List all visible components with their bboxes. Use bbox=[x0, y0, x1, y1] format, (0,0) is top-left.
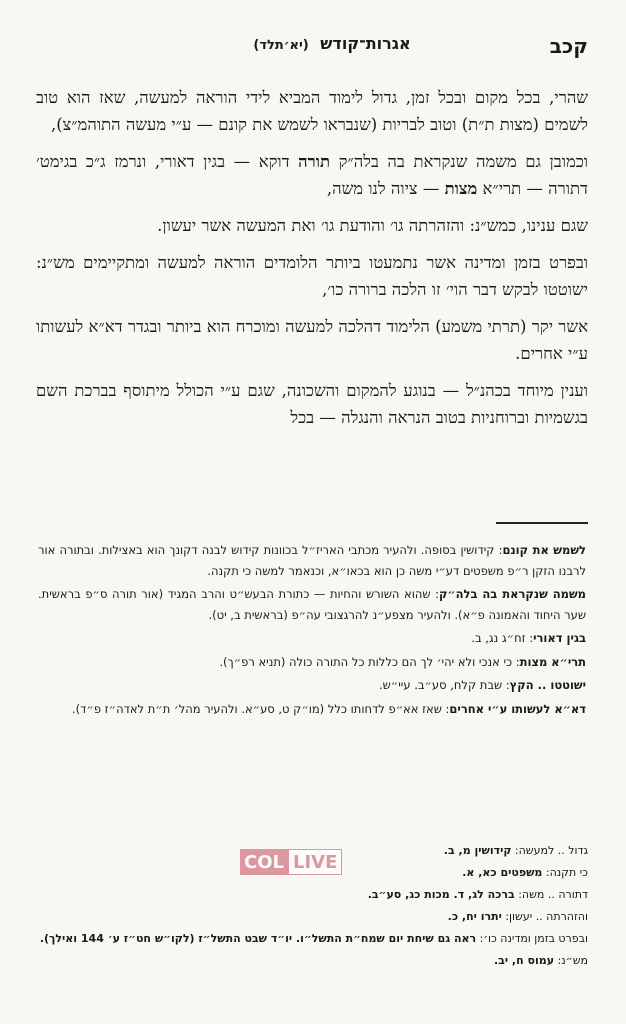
emphasis-mitzvot: מצות bbox=[444, 179, 478, 198]
source-line: דתורה .. משה: ברכה לג, ד. מכות כג, סע״ב. bbox=[367, 888, 588, 901]
footnotes bbox=[38, 540, 586, 722]
footnote: דא״א לעשותו ע״י אחרים: שאז אא״פ לדחותו כלל (מו״ק ט, סע״א. ולהעיר מהל׳ ת״ת לאדה״ז פ״ד). bbox=[72, 701, 586, 716]
paragraph-2: וכמובן גם משמה שנקראת בה בלה״ק תורה דוקא — בגין דאורי, ונרמז ג״כ בגימט׳ דתורה — תרי״א מצות — ציוה לנו משה, bbox=[36, 152, 589, 198]
footnote: ישוטטו .. הקץ: שבת קלח, סע״ב. עיי״ש. bbox=[379, 678, 586, 692]
running-title bbox=[36, 34, 588, 53]
paragraph-4: ובפרט בזמן ומדינה אשר נתמעטו ביותר הלומדים הוראה למעשה ומתקיימים מש״נ: ישוטטו לבקש דבר הוי׳ זו הלכה ברורה כו׳, bbox=[36, 253, 588, 299]
main-text bbox=[36, 84, 588, 441]
page-header bbox=[36, 34, 588, 60]
paragraph-1: שהרי, בכל מקום ובכל זמן, גדול לימוד המביא לידי הוראה למעשה, שאז הוא טוב לשמים (מצות ת״ת) וטוב לבריות (שנבראו לשמש את קונם — ע״י מעשה התוהמ״צ), bbox=[36, 88, 588, 134]
footnote: משמה שנקראת בה בלה״ק: שהוא השורש והחיות — כתורת הבעש״ט והרב המגיד (אור תורה ס״פ בראשית. שער היחוד והאמונה פ״א). ולהעיר מצפע״נ להרגצובי עה״פ (בראשית ב, יט). bbox=[38, 587, 586, 622]
paragraph-3: שגם ענינו, כמש״נ: והזהרתה גו׳ והודעת גו׳ ואת המעשה אשר יעשון. bbox=[157, 216, 588, 235]
collive-watermark: COL LIVE bbox=[240, 849, 350, 875]
emphasis-torah: תורה bbox=[298, 152, 331, 171]
source-line: ובפרט בזמן ומדינה כו׳: ראה גם שיחת יום שמח״ת התשל״ו. יו״ד שבט התשל״ז (לקו״ש חט״ז ע׳ 144 ואילך). bbox=[39, 932, 588, 945]
source-line: גדול .. למעשה: קידושין מ, ב. bbox=[443, 844, 588, 857]
paragraph-5: אשר יקר (תרתי משמע) הלימוד דהלכה למעשה ומוכרח הוא ביותר ובגדר דא״א לעשותו ע״י אחרים. bbox=[36, 317, 588, 363]
footnote: תרי״א מצות: כי אנכי ולא יהי׳ לך הם כללות כל התורה כולה (תניא רפ״ך). bbox=[219, 654, 586, 669]
page-number: קכב bbox=[549, 34, 588, 58]
footnote-divider bbox=[496, 522, 588, 524]
source-line: והזהרתה .. יעשון: יתרו יח, כ. bbox=[447, 910, 588, 923]
source-line: כי תקנה: משפטים כא, א. bbox=[462, 866, 588, 879]
source-line: מש״נ: עמוס ח, יב. bbox=[493, 954, 588, 967]
footnote: לשמש את קונם: קידושין בסופה. ולהעיר מכתבי האריז״ל בכוונות קידוש לבנה דקונך הוא באצילות. ובתורה אור לרבנו הזקן ר״פ משפטים דע״י משה כן הוא בכאו״א, וכנאמר למשה כי תקנה. bbox=[38, 543, 587, 578]
paragraph-6: וענין מיוחד בכהנ״ל — בנוגע להמקום והשכונה, שגם ע״י הכולל מיתוסף בברכת השם בגשמיות וברוחניות בטוב הנראה והנגלה — בכל bbox=[36, 381, 588, 427]
footnote: בגין דאורי: זח״ג נג, ב. bbox=[471, 631, 586, 645]
volume-reference: (יא׳תלד) bbox=[253, 38, 309, 53]
book-title: אגרות־קודש bbox=[320, 34, 411, 53]
